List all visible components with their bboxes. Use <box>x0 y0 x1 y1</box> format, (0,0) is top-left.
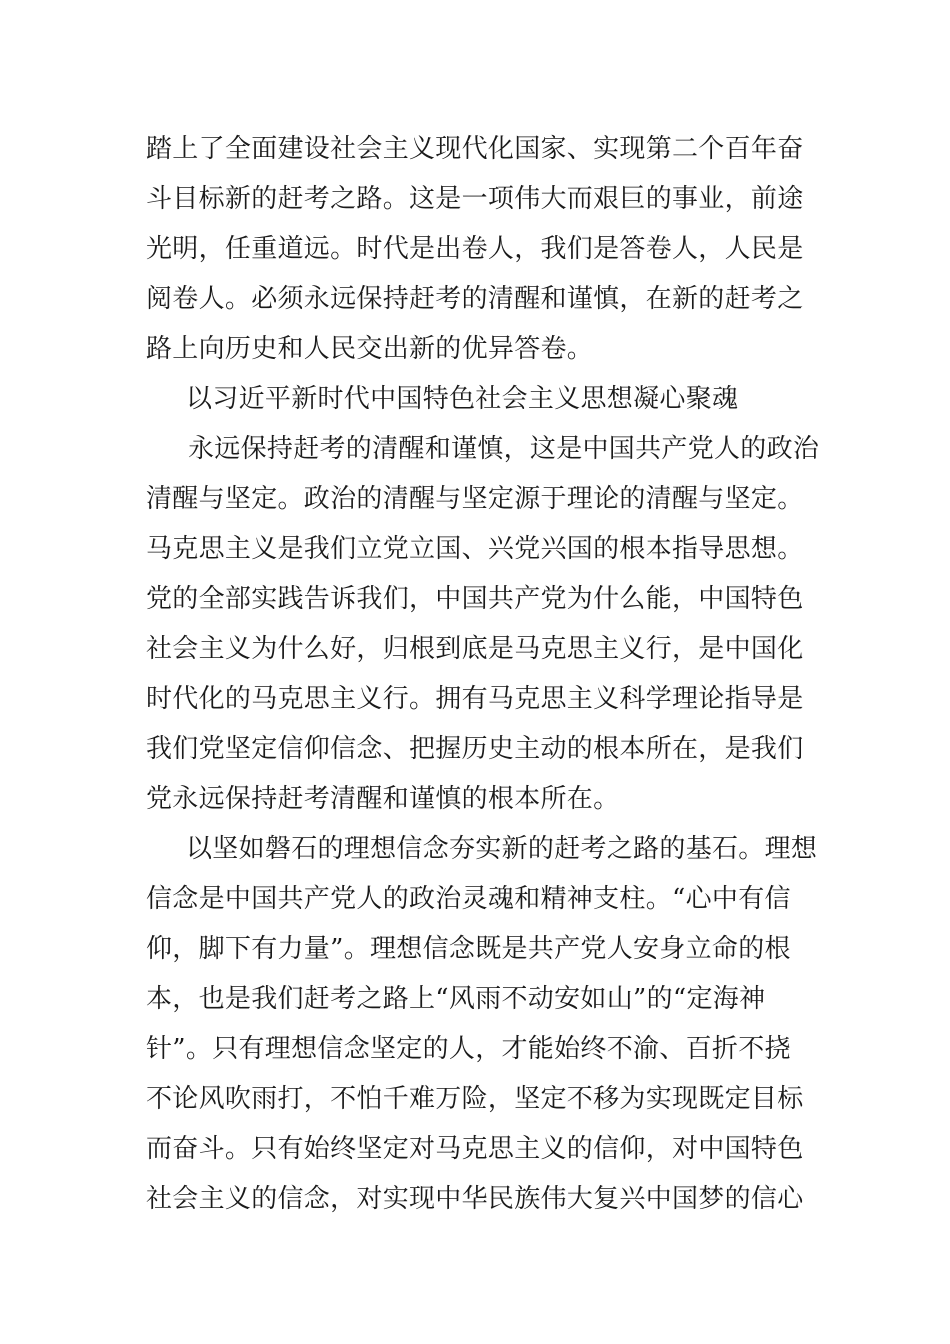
text-line: 党的全部实践告诉我们，中国共产党为什么能，中国特色 <box>146 584 804 614</box>
section-heading: 以习近平新时代中国特色社会主义思想凝心聚魂 <box>186 384 739 414</box>
text-line: 时代化的马克思主义行。拥有马克思主义科学理论指导是 <box>146 684 804 714</box>
text-line: 马克思主义是我们立党立国、兴党兴国的根本指导思想。 <box>146 534 804 564</box>
text-line: 仰，脚下有力量”。理想信念既是共产党人安身立命的根 <box>146 934 791 964</box>
text-line: 踏上了全面建设社会主义现代化国家、实现第二个百年奋 <box>146 134 804 164</box>
text-line: 阅卷人。必须永远保持赶考的清醒和谨慎，在新的赶考之 <box>146 284 804 314</box>
text-line: 社会主义的信念，对实现中华民族伟大复兴中国梦的信心 <box>146 1184 804 1214</box>
text-line: 本，也是我们赶考之路上“风雨不动安如山”的“定海神 <box>146 984 766 1014</box>
text-line: 永远保持赶考的清醒和谨慎，这是中国共产党人的政治 <box>188 434 820 464</box>
text-line: 斗目标新的赶考之路。这是一项伟大而艰巨的事业，前途 <box>146 184 804 214</box>
text-line: 不论风吹雨打，不怕千难万险，坚定不移为实现既定目标 <box>146 1084 804 1114</box>
text-line: 而奋斗。只有始终坚定对马克思主义的信仰，对中国特色 <box>146 1134 804 1164</box>
text-line: 路上向历史和人民交出新的优异答卷。 <box>146 334 594 364</box>
text-line: 针”。只有理想信念坚定的人，才能始终不渝、百折不挠 <box>146 1034 791 1064</box>
text-line: 清醒与坚定。政治的清醒与坚定源于理论的清醒与坚定。 <box>146 484 804 514</box>
text-line: 光明，任重道远。时代是出卷人，我们是答卷人，人民是 <box>146 234 804 264</box>
text-line: 以坚如磐石的理想信念夯实新的赶考之路的基石。理想 <box>186 834 818 864</box>
text-line: 社会主义为什么好，归根到底是马克思主义行，是中国化 <box>146 634 804 664</box>
text-line: 党永远保持赶考清醒和谨慎的根本所在。 <box>146 784 620 814</box>
text-line: 我们党坚定信仰信念、把握历史主动的根本所在，是我们 <box>146 734 804 764</box>
text-line: 信念是中国共产党人的政治灵魂和精神支柱。“心中有信 <box>146 884 791 914</box>
